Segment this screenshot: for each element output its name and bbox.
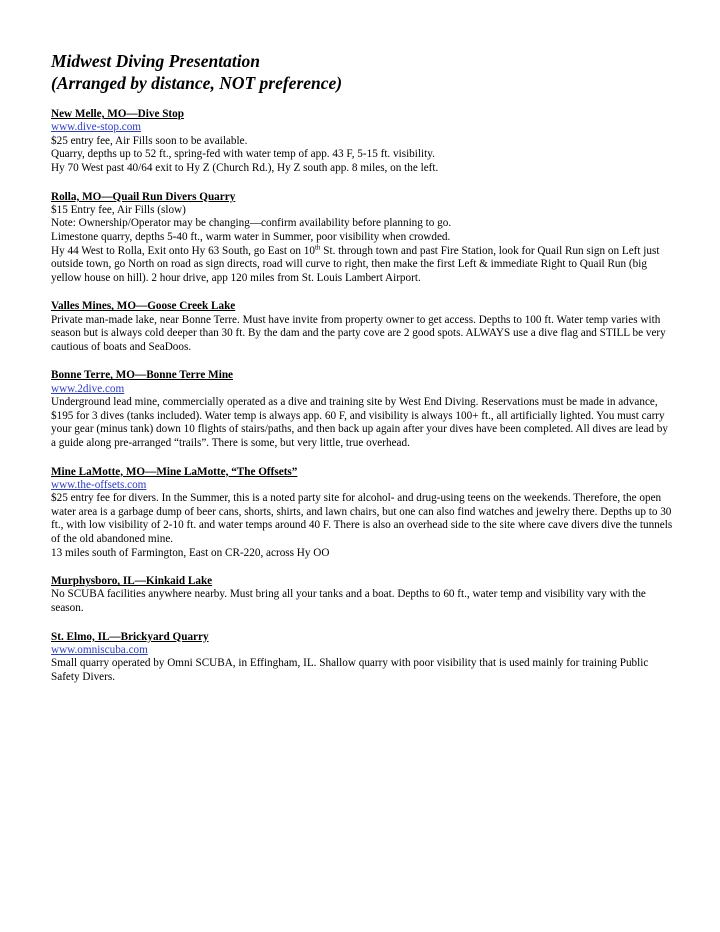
site-directions: 13 miles south of Farmington, East on CR-220, across Hy OO [51, 546, 330, 559]
document-page [51, 50, 675, 699]
site-description: Small quarry operated by Omni SCUBA, in Effingham, IL. Shallow quarry with poor visibility that is used mainly for training Public Safety Divers. [51, 657, 649, 684]
site-mine-lamotte [51, 465, 675, 561]
document-title [51, 50, 675, 94]
site-description: $25 entry fee for divers. In the Summer, this is a noted party site for alcohol- and drug-using teens on the weekends. Therefore, the open water area is a garbage dump of beer cans, shorts, shirts, and lawn chairs, but one can also find watches and jewelry there. Depths up to 30 ft., with low visibility of 2-10 ft. and water temps around 40 F. There is also an overhead side to the site where cave divers dive the tunnels of the old abandoned mine. [51, 492, 673, 546]
site-new-melle [51, 107, 675, 176]
site-heading: New Melle, MO—Dive Stop [51, 108, 184, 120]
directions-end: St. through town and past Fire Station, look for Quail Run sign on Left just outside town, go North on road as sign directs, road will curve to right, then make the first Left & immediate Right to Quail Run (big yellow house on hill). 2 hour drive, app 120 miles from St. Louis Lambert Airport. [51, 244, 660, 284]
site-directions [51, 242, 675, 286]
site-detail-line: $25 entry fee, Air Fills soon to be available. [51, 134, 248, 147]
site-murphysboro [51, 574, 675, 615]
site-heading: Bonne Terre, MO—Bonne Terre Mine [51, 369, 234, 382]
site-detail-line: Hy 70 West past 40/64 exit to Hy Z (Church Rd.), Hy Z south app. 8 miles, on the left. [51, 161, 439, 174]
directions-start: Hy 44 West to Rolla, Exit onto Hy 63 South, go East on 10 [51, 244, 315, 257]
site-description: Underground lead mine, commercially operated as a dive and training site by West End Diving. Reservations must be made in advance, $195 for 3 dives (tanks included). Water temp is always app. 60 F, and visibility is always 100+ ft., all artificially lighted. You must carry your gear (minus tank) down 10 flights of stairs/paths, and then back up again after your dives have been completed. All dives are lead by a guide along pre-arranged “trails”. There is some, but very little, true overhead. [51, 396, 668, 449]
site-detail-line: Quarry, depths up to 52 ft., spring-fed with water temp of app. 43 F, 5-15 ft. visibility. [51, 148, 435, 161]
site-bonne-terre [51, 368, 675, 450]
site-valles-mines [51, 299, 675, 354]
site-rolla [51, 190, 675, 286]
site-link[interactable]: www.dive-stop.com [51, 121, 142, 134]
site-st-elmo [51, 630, 675, 685]
title-line-1: Midwest Diving Presentation [51, 51, 261, 71]
title-line-2: (Arranged by distance, NOT preference) [51, 73, 343, 93]
site-link[interactable]: www.the-offsets.com [51, 478, 147, 491]
site-heading: Mine LaMotte, MO—Mine LaMotte, “The Offsets” [51, 465, 298, 478]
site-link[interactable]: www.2dive.com [51, 382, 125, 395]
site-heading: Murphysboro, IL—Kinkaid Lake [51, 575, 213, 588]
site-heading: St. Elmo, IL—Brickyard Quarry [51, 630, 209, 643]
ordinal-suffix: th [314, 242, 321, 251]
site-link[interactable]: www.omniscuba.com [51, 643, 148, 656]
site-heading: Rolla, MO—Quail Run Divers Quarry [51, 190, 236, 203]
site-heading: Valles Mines, MO—Goose Creek Lake [51, 300, 236, 313]
site-detail-line: Limestone quarry, depths 5-40 ft., warm water in Summer, poor visibility when crowded. [51, 230, 451, 243]
site-detail-line: Note: Ownership/Operator may be changing—confirm availability before planning to go. [51, 217, 452, 230]
site-description: No SCUBA facilities anywhere nearby. Must bring all your tanks and a boat. Depths to 60 ft., water temp and visibility vary with the season. [51, 588, 646, 615]
site-description: Private man-made lake, near Bonne Terre. Must have invite from property owner to get access. Depths to 100 ft. Water temp varies with season but is always cold deeper than 30 ft. By the dam and the party cove are 2 good spots. ALWAYS use a dive flag and STILL be very cautious of boats and SeaDoos. [51, 313, 666, 353]
site-detail-line: $15 Entry fee, Air Fills (slow) [51, 203, 186, 216]
